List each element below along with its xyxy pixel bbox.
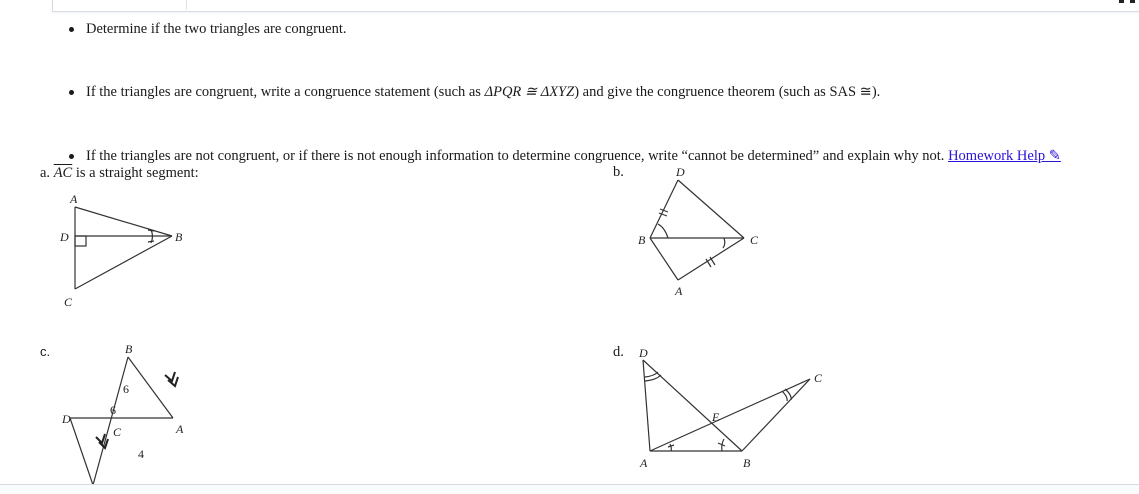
instruction-text: If the triangles are congruent, write a congruence statement (such as bbox=[86, 84, 485, 100]
vertex-c: C bbox=[750, 233, 759, 247]
instruction-text: ). bbox=[871, 84, 881, 100]
problem-caption: is a straight segment: bbox=[75, 165, 199, 181]
figure-a bbox=[50, 190, 200, 315]
vertex-e: E bbox=[712, 410, 720, 424]
vertex-b: B bbox=[125, 342, 133, 356]
instruction-item bbox=[62, 144, 1126, 168]
vertex-b: B bbox=[743, 456, 751, 470]
congruence-example: ΔPQR ≅ ΔXYZ bbox=[484, 84, 575, 100]
problem-letter: b. bbox=[613, 164, 624, 180]
vertex-d: D bbox=[62, 412, 71, 426]
vertex-a: A bbox=[70, 192, 78, 206]
vertex-a: A bbox=[675, 284, 683, 298]
vertex-c: C bbox=[64, 295, 73, 309]
vertex-b: B bbox=[638, 233, 646, 247]
vertex-c: C bbox=[814, 371, 823, 385]
vertex-d: D bbox=[639, 346, 648, 360]
vertex-d: D bbox=[676, 165, 685, 179]
problem-c-label bbox=[40, 343, 50, 361]
length-dc: 6 bbox=[110, 403, 116, 417]
vertex-a: A bbox=[640, 456, 648, 470]
problem-d-label bbox=[613, 343, 624, 361]
problem-letter: d. bbox=[613, 344, 624, 360]
segment-name: $\overline{AC}$ bbox=[53, 165, 73, 181]
problem-letter: a. bbox=[40, 165, 51, 181]
instruction-text: Determine if the two triangles are congruent. bbox=[86, 21, 347, 37]
length-bc: 6 bbox=[123, 382, 129, 396]
problem-a-label bbox=[40, 164, 199, 182]
figure-d bbox=[630, 345, 840, 475]
homework-help-label: Homework Help bbox=[948, 148, 1046, 164]
instruction-text: If the triangles are not congruent, or if there is not enough information to determine congruence, write “cannot be determined” and explain why not. bbox=[86, 148, 949, 164]
instructions-list bbox=[62, 17, 1122, 164]
expand-icon[interactable] bbox=[1119, 0, 1135, 3]
vertex-c: C bbox=[113, 425, 122, 439]
figure-b bbox=[620, 160, 780, 300]
instruction-item bbox=[62, 17, 1122, 41]
instruction-text: ) and give the congruence theorem (such as bbox=[574, 84, 830, 100]
top-frame bbox=[52, 0, 1139, 12]
vertex-d: D bbox=[60, 230, 69, 244]
homework-help-link[interactable] bbox=[948, 148, 1061, 164]
length-lower: 4 bbox=[138, 447, 144, 461]
figure-c bbox=[50, 340, 230, 485]
theorem-example: SAS ≅ bbox=[829, 84, 872, 100]
vertex-b: B bbox=[175, 230, 183, 244]
instruction-item bbox=[62, 80, 1122, 104]
pencil-icon: ✎ bbox=[1048, 148, 1061, 164]
vertex-a: A bbox=[176, 422, 184, 436]
problem-letter: c. bbox=[40, 344, 51, 359]
top-frame-tab bbox=[54, 0, 187, 10]
